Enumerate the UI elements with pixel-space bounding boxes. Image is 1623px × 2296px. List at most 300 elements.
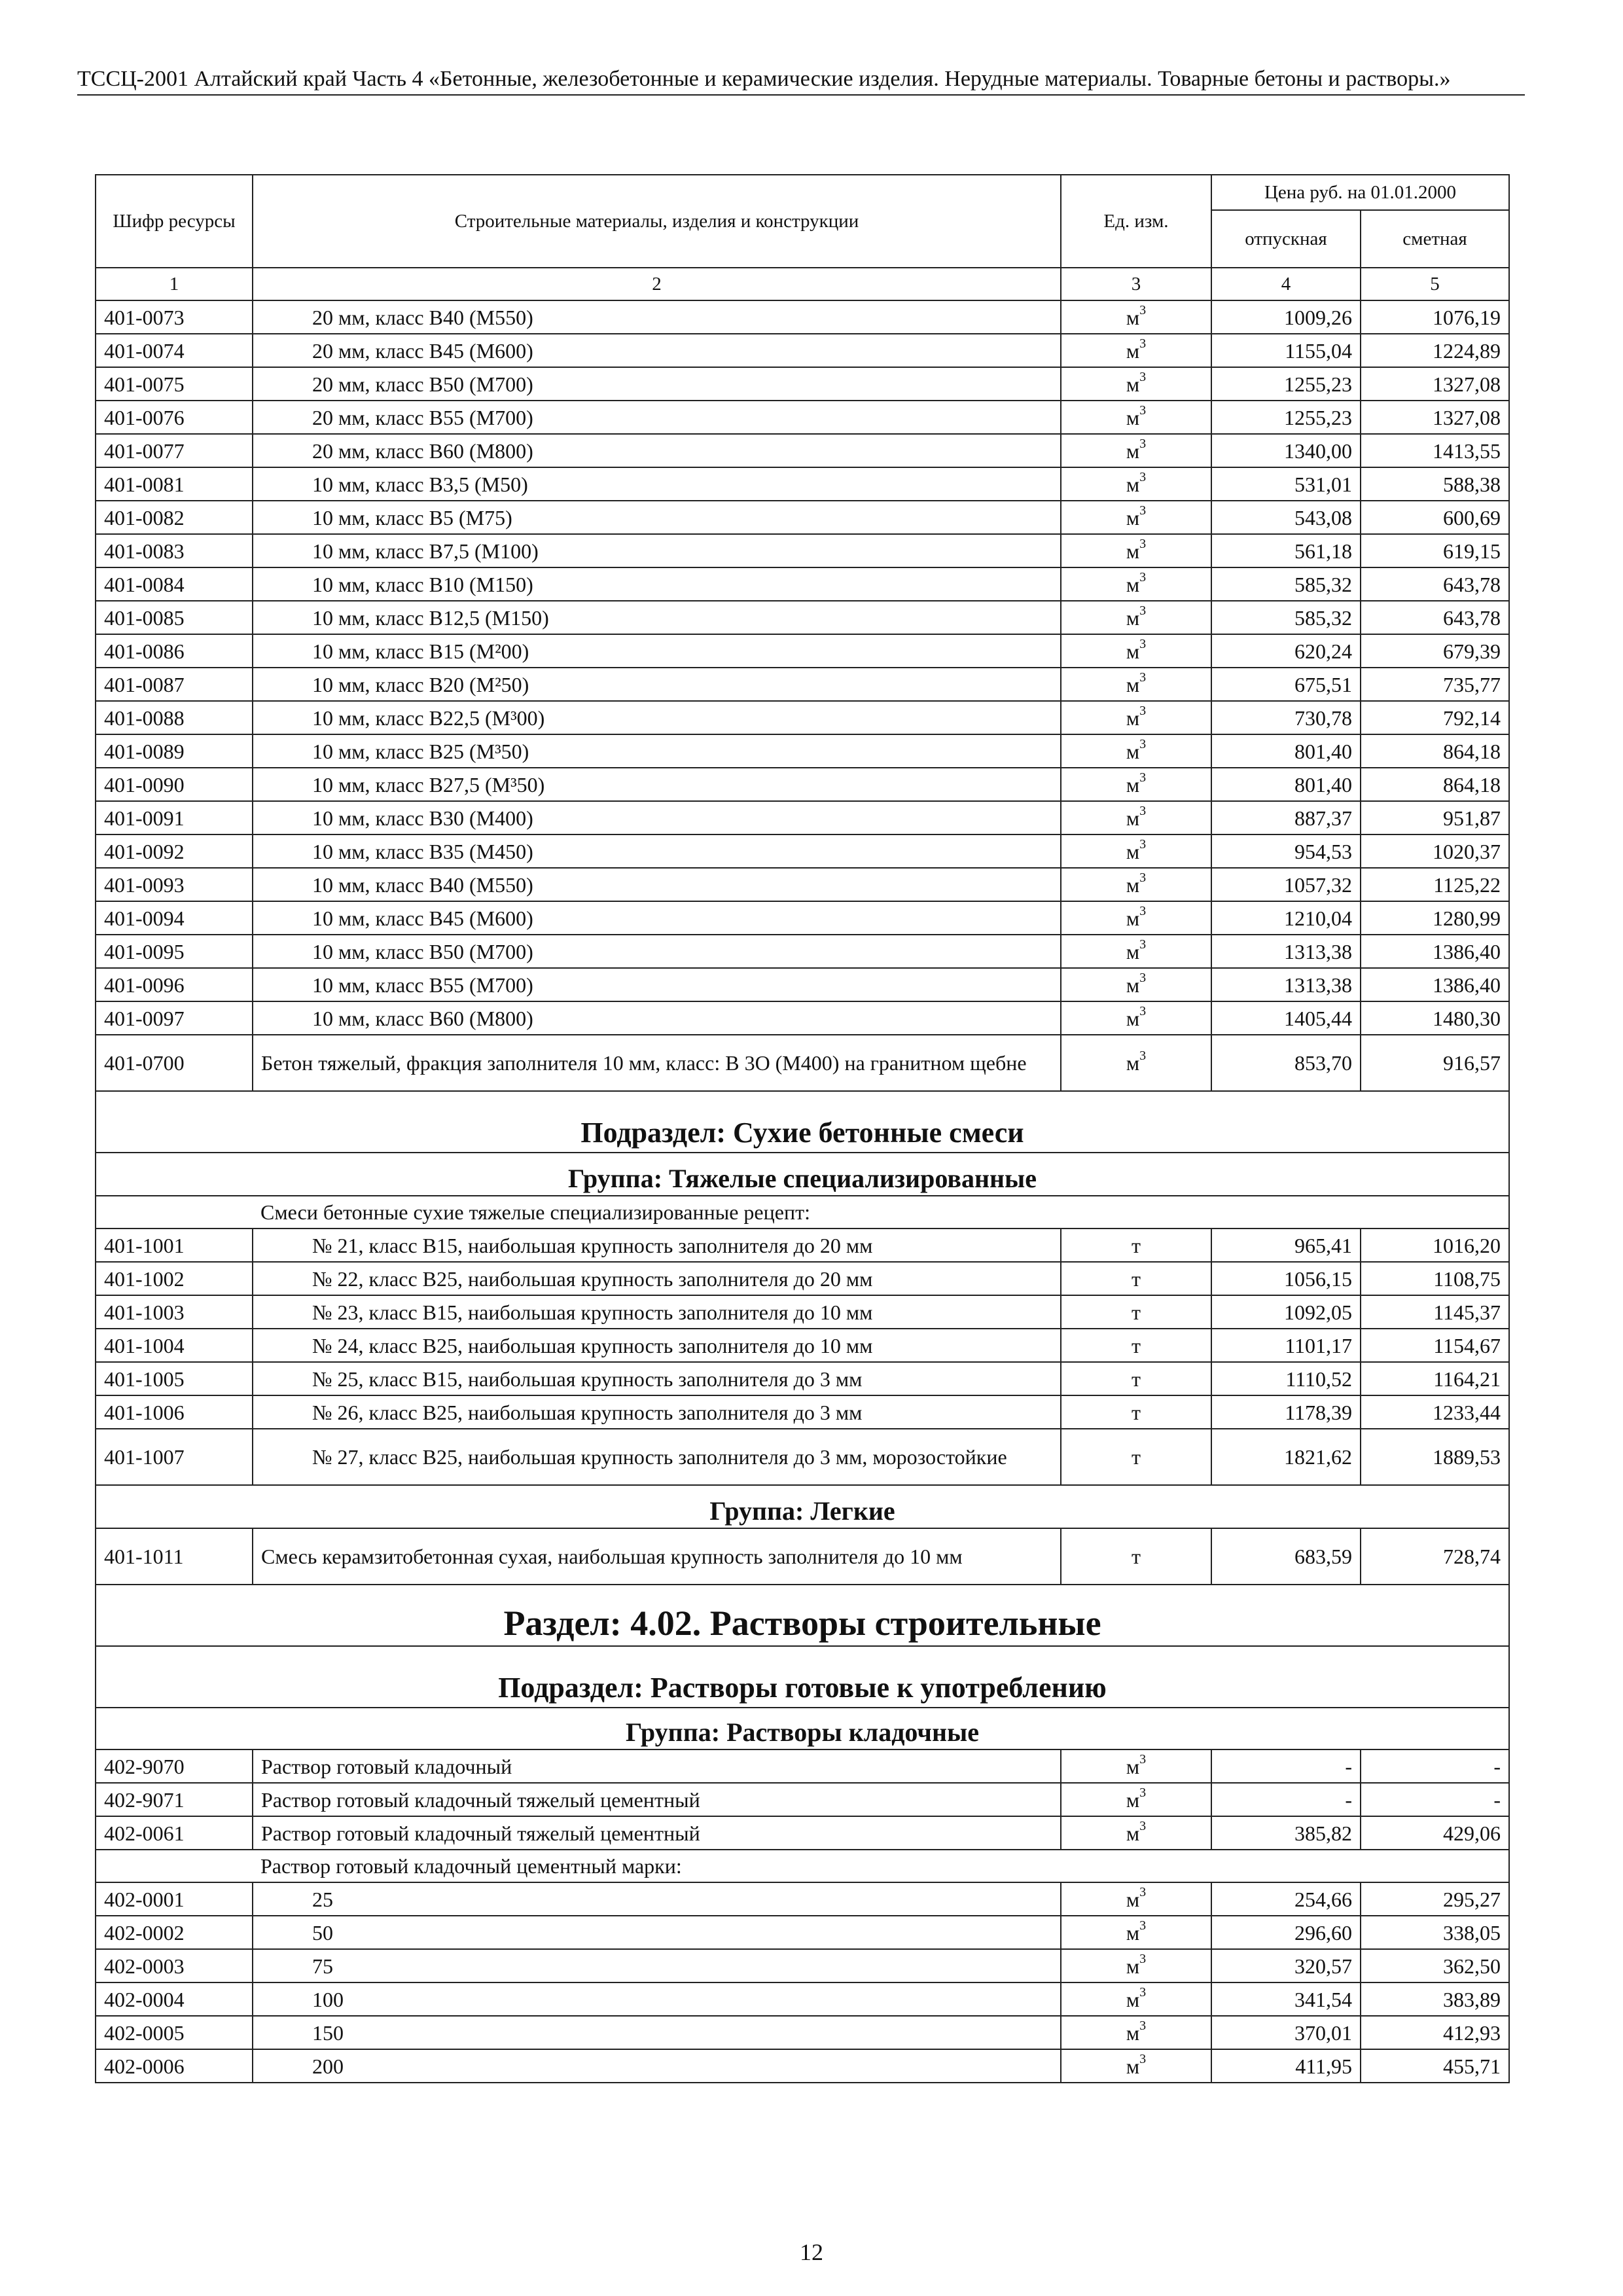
name-cell: 10 мм, класс В27,5 (М³50) (253, 768, 1061, 801)
unit-cell (1061, 1395, 1211, 1429)
unit-text: м (1126, 839, 1140, 863)
code-cell: 401-1007 (96, 1429, 253, 1485)
code-cell: 401-0091 (96, 801, 253, 834)
unit-text: м (1126, 1787, 1140, 1812)
release-price-cell: 683,59 (1211, 1528, 1361, 1585)
unit-cell (1061, 467, 1211, 501)
concrete-rows (96, 300, 1509, 1091)
table-row (96, 601, 1509, 634)
release-price-cell: - (1211, 1783, 1361, 1816)
unit-cell (1061, 1262, 1211, 1295)
name-cell: Бетон тяжелый, фракция заполнителя 10 мм, класс: В 3О (М400) на гранитном щебне (253, 1035, 1061, 1091)
unit-text: м (1126, 472, 1140, 496)
estimate-price-cell: 295,27 (1361, 1882, 1509, 1916)
estimate-price-cell: 1280,99 (1361, 901, 1509, 935)
col-number: 2 (253, 268, 1061, 300)
unit-text: т (1132, 1233, 1141, 1257)
unit-exponent: 3 (1139, 636, 1147, 651)
unit-cell (1061, 534, 1211, 567)
table-row (96, 701, 1509, 734)
release-price-cell: 965,41 (1211, 1229, 1361, 1262)
release-price-cell: 801,40 (1211, 768, 1361, 801)
table-row (96, 634, 1509, 668)
unit-cell (1061, 1362, 1211, 1395)
unit-text: м (1126, 372, 1140, 396)
code-cell: 401-0089 (96, 734, 253, 768)
unit-cell (1061, 868, 1211, 901)
unit-exponent: 3 (1139, 2018, 1147, 2033)
estimate-price-cell: 1327,08 (1361, 401, 1509, 434)
table-row (96, 1329, 1509, 1362)
unit-cell (1061, 601, 1211, 634)
code-cell: 401-0084 (96, 567, 253, 601)
unit-cell (1061, 1949, 1211, 1982)
unit-cell (1061, 434, 1211, 467)
table-row (96, 1229, 1509, 1262)
release-price-cell: 730,78 (1211, 701, 1361, 734)
name-cell: 10 мм, класс В30 (М400) (253, 801, 1061, 834)
estimate-price-cell: - (1361, 1749, 1509, 1783)
release-price-cell: 1009,26 (1211, 300, 1361, 334)
release-price-cell: 385,82 (1211, 1816, 1361, 1850)
unit-exponent: 3 (1139, 670, 1147, 685)
unit-exponent: 3 (1139, 970, 1147, 985)
code-cell: 401-0092 (96, 834, 253, 868)
name-cell: 10 мм, класс В7,5 (М100) (253, 534, 1061, 567)
unit-text: т (1132, 1266, 1141, 1291)
name-cell: 10 мм, класс В60 (М800) (253, 1001, 1061, 1035)
table-row (96, 1783, 1509, 1816)
col-header-name: Строительные материалы, изделия и конструкции (253, 175, 1061, 268)
name-cell: Смесь керамзитобетонная сухая, наибольшая крупность заполнителя до 10 мм (253, 1528, 1061, 1585)
unit-exponent: 3 (1139, 770, 1147, 785)
column-number-row (96, 268, 1509, 300)
col-header-estimate: сметная (1361, 210, 1509, 268)
code-cell: 401-1003 (96, 1295, 253, 1329)
estimate-price-cell: 1125,22 (1361, 868, 1509, 901)
estimate-price-cell: 455,71 (1361, 2049, 1509, 2083)
estimate-price-cell: 1224,89 (1361, 334, 1509, 367)
table-row (96, 935, 1509, 968)
name-cell: 25 (253, 1882, 1061, 1916)
name-cell: 10 мм, класс В20 (М²50) (253, 668, 1061, 701)
release-price-cell: 1821,62 (1211, 1429, 1361, 1485)
code-cell: 401-1004 (96, 1329, 253, 1362)
unit-exponent: 3 (1139, 703, 1147, 718)
group-title: Группа: Растворы кладочные (96, 1708, 1509, 1749)
table-row (96, 534, 1509, 567)
code-cell: 401-0074 (96, 334, 253, 367)
code-cell: 401-0085 (96, 601, 253, 634)
estimate-price-cell: 1154,67 (1361, 1329, 1509, 1362)
unit-text: м (1126, 572, 1140, 596)
table-row (96, 801, 1509, 834)
estimate-price-cell: 643,78 (1361, 601, 1509, 634)
release-price-cell: 1101,17 (1211, 1329, 1361, 1362)
estimate-price-cell: 619,15 (1361, 534, 1509, 567)
release-price-cell: 1210,04 (1211, 901, 1361, 935)
name-cell: 10 мм, класс В35 (М450) (253, 834, 1061, 868)
estimate-price-cell: - (1361, 1783, 1509, 1816)
table-row (96, 401, 1509, 434)
table-row (96, 2016, 1509, 2049)
release-price-cell: 320,57 (1211, 1949, 1361, 1982)
table-row (96, 1395, 1509, 1429)
table-row (96, 2049, 1509, 2083)
unit-text: м (1126, 1006, 1140, 1030)
release-price-cell: 254,66 (1211, 1882, 1361, 1916)
name-cell: Раствор готовый кладочный тяжелый цементный (253, 1816, 1061, 1850)
unit-cell (1061, 300, 1211, 334)
dry-mixes-section (96, 1091, 1509, 1229)
unit-text: м (1126, 872, 1140, 897)
code-cell: 402-0005 (96, 2016, 253, 2049)
release-price-cell: 1155,04 (1211, 334, 1361, 367)
col-header-code: Шифр ресурсы (96, 175, 253, 268)
release-price-cell: 1255,23 (1211, 401, 1361, 434)
release-price-cell: 1110,52 (1211, 1362, 1361, 1395)
code-cell: 402-0002 (96, 1916, 253, 1949)
unit-text: м (1126, 1987, 1140, 2011)
unit-cell (1061, 768, 1211, 801)
unit-cell (1061, 734, 1211, 768)
group-title: Группа: Легкие (96, 1485, 1509, 1528)
unit-text: м (1126, 906, 1140, 930)
price-table (95, 174, 1510, 2083)
code-cell: 402-0004 (96, 1982, 253, 2016)
estimate-price-cell: 600,69 (1361, 501, 1509, 534)
estimate-price-cell: 864,18 (1361, 768, 1509, 801)
estimate-price-cell: 916,57 (1361, 1035, 1509, 1091)
estimate-price-cell: 1413,55 (1361, 434, 1509, 467)
name-cell: № 23, класс В15, наибольшая крупность заполнителя до 10 мм (253, 1295, 1061, 1329)
release-price-cell: 954,53 (1211, 834, 1361, 868)
table-row (96, 1882, 1509, 1916)
release-price-cell: 1057,32 (1211, 868, 1361, 901)
estimate-price-cell: 1020,37 (1361, 834, 1509, 868)
unit-exponent: 3 (1139, 1785, 1147, 1800)
table-row (96, 1429, 1509, 1485)
unit-cell (1061, 1916, 1211, 1949)
table-row (96, 1295, 1509, 1329)
code-cell: 401-0083 (96, 534, 253, 567)
name-cell: 10 мм, класс В10 (М150) (253, 567, 1061, 601)
unit-text: м (1126, 806, 1140, 830)
note-spacer (1361, 1196, 1509, 1229)
table-row (96, 1528, 1509, 1585)
table-row (96, 1749, 1509, 1783)
unit-exponent: 3 (1139, 436, 1147, 451)
unit-text: м (1126, 439, 1140, 463)
code-cell: 401-0090 (96, 768, 253, 801)
code-cell: 401-0095 (96, 935, 253, 968)
table-row (96, 968, 1509, 1001)
unit-cell (1061, 1295, 1211, 1329)
unit-exponent: 3 (1139, 836, 1147, 852)
estimate-price-cell: 735,77 (1361, 668, 1509, 701)
name-cell: № 21, класс В15, наибольшая крупность заполнителя до 20 мм (253, 1229, 1061, 1262)
unit-text: м (1126, 2054, 1140, 2078)
code-cell: 402-0006 (96, 2049, 253, 2083)
unit-cell (1061, 367, 1211, 401)
name-cell: Раствор готовый кладочный тяжелый цементный (253, 1783, 1061, 1816)
unit-cell (1061, 801, 1211, 834)
release-price-cell: - (1211, 1749, 1361, 1783)
estimate-price-cell: 643,78 (1361, 567, 1509, 601)
code-cell: 401-1001 (96, 1229, 253, 1262)
note-spacer (96, 1196, 253, 1229)
unit-exponent: 3 (1139, 1951, 1147, 1966)
name-cell: 20 мм, класс В45 (М600) (253, 334, 1061, 367)
unit-cell (1061, 968, 1211, 1001)
table-row (96, 1982, 1509, 2016)
unit-text: т (1132, 1400, 1141, 1424)
note-spacer (1361, 1850, 1509, 1882)
name-cell: 10 мм, класс В40 (М550) (253, 868, 1061, 901)
code-cell: 401-0093 (96, 868, 253, 901)
table-row (96, 734, 1509, 768)
code-cell: 401-0077 (96, 434, 253, 467)
code-cell: 401-1006 (96, 1395, 253, 1429)
table-row (96, 367, 1509, 401)
masonry-note-section (96, 1850, 1509, 1882)
name-cell: 20 мм, класс В40 (М550) (253, 300, 1061, 334)
estimate-price-cell: 1164,21 (1361, 1362, 1509, 1395)
release-price-cell: 1405,44 (1211, 1001, 1361, 1035)
table-row (96, 467, 1509, 501)
estimate-price-cell: 1145,37 (1361, 1295, 1509, 1329)
release-price-cell: 296,60 (1211, 1916, 1361, 1949)
unit-cell (1061, 1783, 1211, 1816)
unit-text: м (1126, 1754, 1140, 1778)
unit-text: м (1126, 973, 1140, 997)
table-row (96, 1362, 1509, 1395)
name-cell: 50 (253, 1916, 1061, 1949)
subsection-title: Подраздел: Сухие бетонные смеси (96, 1091, 1509, 1153)
estimate-price-cell: 338,05 (1361, 1916, 1509, 1949)
name-cell: 10 мм, класс В25 (М³50) (253, 734, 1061, 768)
name-cell: Раствор готовый кладочный (253, 1749, 1061, 1783)
unit-text: м (1126, 672, 1140, 696)
unit-cell (1061, 1329, 1211, 1362)
name-cell: 20 мм, класс В50 (М700) (253, 367, 1061, 401)
name-cell: № 26, класс В25, наибольшая крупность заполнителя до 3 мм (253, 1395, 1061, 1429)
table-row (96, 768, 1509, 801)
unit-exponent: 3 (1139, 870, 1147, 885)
table-row (96, 668, 1509, 701)
dry-mixes-rows (96, 1229, 1509, 1485)
estimate-price-cell: 588,38 (1361, 467, 1509, 501)
group-note: Смеси бетонные сухие тяжелые специализированные рецепт: (253, 1196, 1361, 1229)
unit-text: м (1126, 772, 1140, 797)
unit-text: м (1126, 405, 1140, 429)
code-cell: 401-1011 (96, 1528, 253, 1585)
release-price-cell: 585,32 (1211, 567, 1361, 601)
unit-exponent: 3 (1139, 937, 1147, 952)
unit-text: м (1126, 1887, 1140, 1911)
code-cell: 401-0097 (96, 1001, 253, 1035)
release-price-cell: 561,18 (1211, 534, 1361, 567)
unit-cell (1061, 1882, 1211, 1916)
release-price-cell: 1092,05 (1211, 1295, 1361, 1329)
unit-cell (1061, 334, 1211, 367)
unit-exponent: 3 (1139, 1884, 1147, 1899)
estimate-price-cell: 1233,44 (1361, 1395, 1509, 1429)
unit-cell (1061, 1035, 1211, 1091)
code-cell: 401-0087 (96, 668, 253, 701)
release-price-cell: 585,32 (1211, 601, 1361, 634)
release-price-cell: 341,54 (1211, 1982, 1361, 2016)
col-header-unit: Ед. изм. (1061, 175, 1211, 268)
code-cell: 401-0075 (96, 367, 253, 401)
page-header: ТССЦ-2001 Алтайский край Часть 4 «Бетонные, железобетонные и керамические изделия. Нерудные материалы. Товарные бетоны и растворы.» (77, 65, 1525, 96)
estimate-price-cell: 864,18 (1361, 734, 1509, 768)
unit-text: м (1126, 639, 1140, 663)
code-cell: 401-1002 (96, 1262, 253, 1295)
unit-cell (1061, 2016, 1211, 2049)
code-cell: 401-0088 (96, 701, 253, 734)
name-cell: 10 мм, класс В22,5 (М³00) (253, 701, 1061, 734)
unit-text: т (1132, 1333, 1141, 1357)
name-cell: 10 мм, класс В15 (М²00) (253, 634, 1061, 668)
estimate-price-cell: 1480,30 (1361, 1001, 1509, 1035)
code-cell: 401-0700 (96, 1035, 253, 1091)
release-price-cell: 620,24 (1211, 634, 1361, 668)
name-cell: 20 мм, класс В55 (М700) (253, 401, 1061, 434)
unit-exponent: 3 (1139, 403, 1147, 418)
unit-cell (1061, 634, 1211, 668)
code-cell: 402-9071 (96, 1783, 253, 1816)
name-cell: 20 мм, класс В60 (М800) (253, 434, 1061, 467)
unit-exponent: 3 (1139, 603, 1147, 618)
unit-cell (1061, 2049, 1211, 2083)
table-row (96, 1916, 1509, 1949)
table-row (96, 1035, 1509, 1091)
unit-text: м (1126, 1051, 1140, 1075)
unit-text: м (1126, 739, 1140, 763)
price-table-wrap (95, 174, 1508, 2083)
col-number: 1 (96, 268, 253, 300)
grade-rows (96, 1882, 1509, 2083)
release-price-cell: 1178,39 (1211, 1395, 1361, 1429)
release-price-cell: 411,95 (1211, 2049, 1361, 2083)
release-price-cell: 370,01 (1211, 2016, 1361, 2049)
estimate-price-cell: 1386,40 (1361, 935, 1509, 968)
unit-text: м (1126, 1920, 1140, 1945)
name-cell: 100 (253, 1982, 1061, 2016)
unit-exponent: 3 (1139, 469, 1147, 484)
unit-exponent: 3 (1139, 1751, 1147, 1767)
unit-cell (1061, 401, 1211, 434)
unit-text: м (1126, 939, 1140, 963)
name-cell: 10 мм, класс В5 (М75) (253, 501, 1061, 534)
unit-exponent: 3 (1139, 1003, 1147, 1018)
name-cell: 10 мм, класс В12,5 (М150) (253, 601, 1061, 634)
release-price-cell: 1313,38 (1211, 968, 1361, 1001)
code-cell: 401-1005 (96, 1362, 253, 1395)
unit-cell (1061, 1982, 1211, 2016)
estimate-price-cell: 383,89 (1361, 1982, 1509, 2016)
unit-text: м (1126, 505, 1140, 529)
table-row (96, 1949, 1509, 1982)
code-cell: 401-0094 (96, 901, 253, 935)
unit-exponent: 3 (1139, 803, 1147, 818)
page-number: 12 (800, 2239, 823, 2265)
unit-cell (1061, 668, 1211, 701)
unit-text: м (1126, 1954, 1140, 1978)
estimate-price-cell: 1076,19 (1361, 300, 1509, 334)
unit-cell (1061, 701, 1211, 734)
table-row (96, 300, 1509, 334)
estimate-price-cell: 728,74 (1361, 1528, 1509, 1585)
name-cell: 200 (253, 2049, 1061, 2083)
code-cell: 402-9070 (96, 1749, 253, 1783)
col-header-price-group: Цена руб. на 01.01.2000 (1211, 175, 1509, 210)
unit-exponent: 3 (1139, 1049, 1147, 1064)
light-mixes-section (96, 1485, 1509, 1749)
release-price-cell: 853,70 (1211, 1035, 1361, 1091)
release-price-cell: 1313,38 (1211, 935, 1361, 968)
code-cell: 402-0061 (96, 1816, 253, 1850)
unit-cell (1061, 1429, 1211, 1485)
estimate-price-cell: 792,14 (1361, 701, 1509, 734)
name-cell: № 22, класс В25, наибольшая крупность заполнителя до 20 мм (253, 1262, 1061, 1295)
estimate-price-cell: 1327,08 (1361, 367, 1509, 401)
code-cell: 402-0003 (96, 1949, 253, 1982)
release-price-cell: 1056,15 (1211, 1262, 1361, 1295)
table-row (96, 567, 1509, 601)
estimate-price-cell: 1386,40 (1361, 968, 1509, 1001)
unit-exponent: 3 (1139, 503, 1147, 518)
unit-exponent: 3 (1139, 903, 1147, 918)
name-cell: 75 (253, 1949, 1061, 1982)
unit-text: м (1126, 305, 1140, 329)
estimate-price-cell: 679,39 (1361, 634, 1509, 668)
group-title: Группа: Тяжелые специализированные (96, 1153, 1509, 1196)
unit-text: м (1126, 2020, 1140, 2045)
name-cell: № 27, класс В25, наибольшая крупность заполнителя до 3 мм, морозостойкие (253, 1429, 1061, 1485)
release-price-cell: 675,51 (1211, 668, 1361, 701)
code-cell: 401-0086 (96, 634, 253, 668)
release-price-cell: 887,37 (1211, 801, 1361, 834)
name-cell: 10 мм, класс В45 (М600) (253, 901, 1061, 935)
table-row (96, 834, 1509, 868)
table-row (96, 1816, 1509, 1850)
name-cell: № 25, класс В15, наибольшая крупность заполнителя до 3 мм (253, 1362, 1061, 1395)
unit-exponent: 3 (1139, 569, 1147, 584)
unit-cell (1061, 1001, 1211, 1035)
estimate-price-cell: 1889,53 (1361, 1429, 1509, 1485)
subsection-title: Подраздел: Растворы готовые к употреблению (96, 1646, 1509, 1708)
unit-exponent: 3 (1139, 1984, 1147, 2000)
table-row (96, 901, 1509, 935)
unit-cell (1061, 501, 1211, 534)
release-price-cell: 543,08 (1211, 501, 1361, 534)
unit-exponent: 3 (1139, 536, 1147, 551)
table-head (96, 175, 1509, 300)
estimate-price-cell: 1108,75 (1361, 1262, 1509, 1295)
table-row (96, 334, 1509, 367)
table-row (96, 1001, 1509, 1035)
name-cell: 10 мм, класс В50 (М700) (253, 935, 1061, 968)
table-row (96, 1262, 1509, 1295)
code-cell: 401-0081 (96, 467, 253, 501)
unit-text: м (1126, 338, 1140, 363)
unit-exponent: 3 (1139, 1818, 1147, 1833)
col-number: 5 (1361, 268, 1509, 300)
unit-text: м (1126, 605, 1140, 630)
code-cell: 401-0076 (96, 401, 253, 434)
